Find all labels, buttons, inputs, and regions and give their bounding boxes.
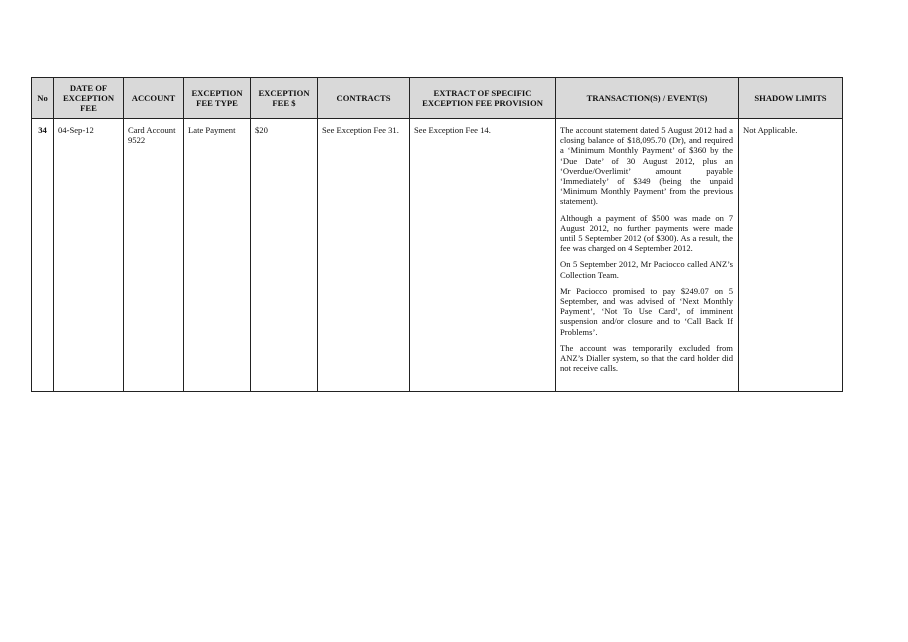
header-transactions-events: TRANSACTION(S) / EVENT(S) — [556, 78, 739, 119]
cell-date: 04-Sep-12 — [54, 119, 124, 392]
header-account: ACCOUNT — [124, 78, 184, 119]
transaction-paragraph: Although a payment of $500 was made on 7 August 2012, no further payments were made until 5 September 2012 (of $300). As a result, the fee was charged on 4 September 2012. — [560, 212, 733, 254]
cell-contracts: See Exception Fee 31. — [318, 119, 410, 392]
header-exception-fee-type: EXCEPTION FEE TYPE — [184, 78, 251, 119]
header-exception-fee-amount: EXCEPTION FEE $ — [251, 78, 318, 119]
cell-fee-amount: $20 — [251, 119, 318, 392]
header-shadow-limits: SHADOW LIMITS — [739, 78, 843, 119]
cell-extract-provision: See Exception Fee 14. — [410, 119, 556, 392]
transaction-paragraph: On 5 September 2012, Mr Paciocco called ANZ’s Collection Team. — [560, 259, 733, 280]
transaction-paragraph: The account statement dated 5 August 2012 had a closing balance of $18,095.70 (Dr), and required a ‘Minimum Monthly Payment’ of $360 by the ‘Due Date’ of 30 August 2012, plus an ‘Overdue/Overlimit’ amount payable ‘Immediately’ of $349 (being the unpaid ‘Minimum Monthly Payment’ from the previous statement). — [560, 125, 733, 207]
header-row — [32, 78, 843, 119]
header-no: No — [32, 78, 54, 119]
exception-fee-table — [31, 77, 843, 392]
cell-no: 34 — [32, 119, 54, 392]
table-row — [32, 119, 843, 392]
header-extract-provision: EXTRACT OF SPECIFIC EXCEPTION FEE PROVISION — [410, 78, 556, 119]
header-contracts: CONTRACTS — [318, 78, 410, 119]
cell-shadow-limits: Not Applicable. — [739, 119, 843, 392]
table-body — [32, 119, 843, 392]
cell-account: Card Account 9522 — [124, 119, 184, 392]
cell-fee-type: Late Payment — [184, 119, 251, 392]
table-header — [32, 78, 843, 119]
cell-transactions — [556, 119, 739, 392]
transaction-paragraph: Mr Paciocco promised to pay $249.07 on 5 September, and was advised of ‘Next Monthly Payment’, ‘Not To Use Card’, of imminent suspension and/or closure and to ‘Call Back If Problems’. — [560, 285, 733, 337]
header-date-of-exception-fee: DATE OF EXCEPTION FEE — [54, 78, 124, 119]
transaction-paragraph: The account was temporarily excluded from ANZ’s Dialler system, so that the card holder did not receive calls. — [560, 342, 733, 374]
